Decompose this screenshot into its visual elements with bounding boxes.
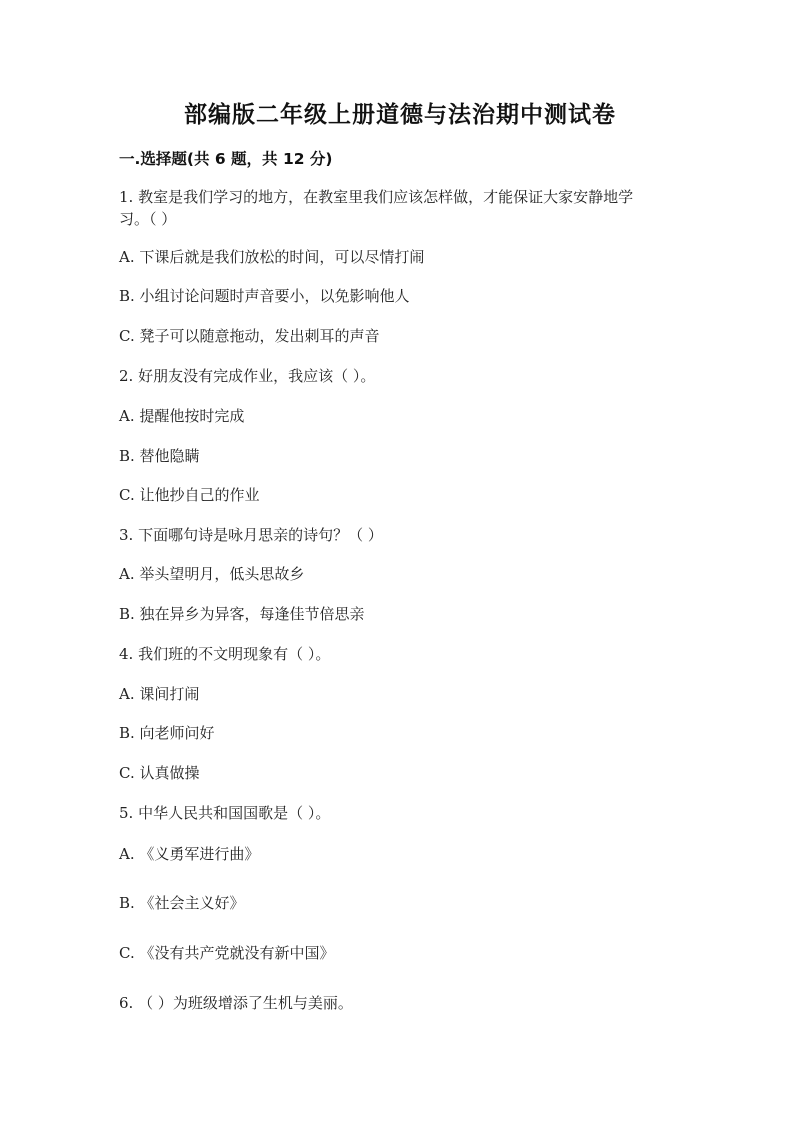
question-2-option-b: B. 替他隐瞒: [119, 447, 200, 465]
question-4-option-b: B. 向老师问好: [119, 724, 215, 742]
question-1-option-a: A. 下课后就是我们放松的时间，可以尽情打闹: [119, 248, 425, 266]
question-1-stem: [119, 186, 684, 230]
question-4-option-a: A. 课间打闹: [119, 685, 200, 703]
question-2-option-a: A. 提醒他按时完成: [119, 407, 245, 425]
question-1-option-b: B. 小组讨论问题时声音要小，以免影响他人: [119, 287, 410, 305]
question-3-stem: 3. 下面哪句诗是咏月思亲的诗句？（ ）: [119, 526, 383, 544]
question-1-stem-line-2: 习。（ ）: [119, 210, 177, 228]
question-3-option-a: A. 举头望明月，低头思故乡: [119, 565, 305, 583]
question-1-option-c: C. 凳子可以随意拖动，发出刺耳的声音: [119, 327, 380, 345]
page-title: 部编版二年级上册道德与法治期中测试卷: [184, 102, 616, 128]
question-2-option-c: C. 让他抄自己的作业: [119, 486, 260, 504]
question-2-stem: 2. 好朋友没有完成作业，我应该（ ）。: [119, 367, 376, 385]
question-5-stem: 5. 中华人民共和国国歌是（ ）。: [119, 804, 331, 822]
question-5-option-c: C. 《没有共产党就没有新中国》: [119, 944, 335, 962]
question-6-stem: 6. （ ）为班级增添了生机与美丽。: [119, 994, 353, 1012]
question-5-option-a: A. 《义勇军进行曲》: [119, 845, 260, 863]
section-heading: 一.选择题(共 6 题，共 12 分): [119, 150, 333, 168]
question-3-option-b: B. 独在异乡为异客，每逢佳节倍思亲: [119, 605, 365, 623]
question-5-option-b: B. 《社会主义好》: [119, 894, 245, 912]
question-1-stem-line-1: 1. 教室是我们学习的地方，在教室里我们应该怎样做，才能保证大家安静地学: [119, 188, 634, 206]
question-4-option-c: C. 认真做操: [119, 764, 200, 782]
question-4-stem: 4. 我们班的不文明现象有（ ）。: [119, 645, 331, 663]
